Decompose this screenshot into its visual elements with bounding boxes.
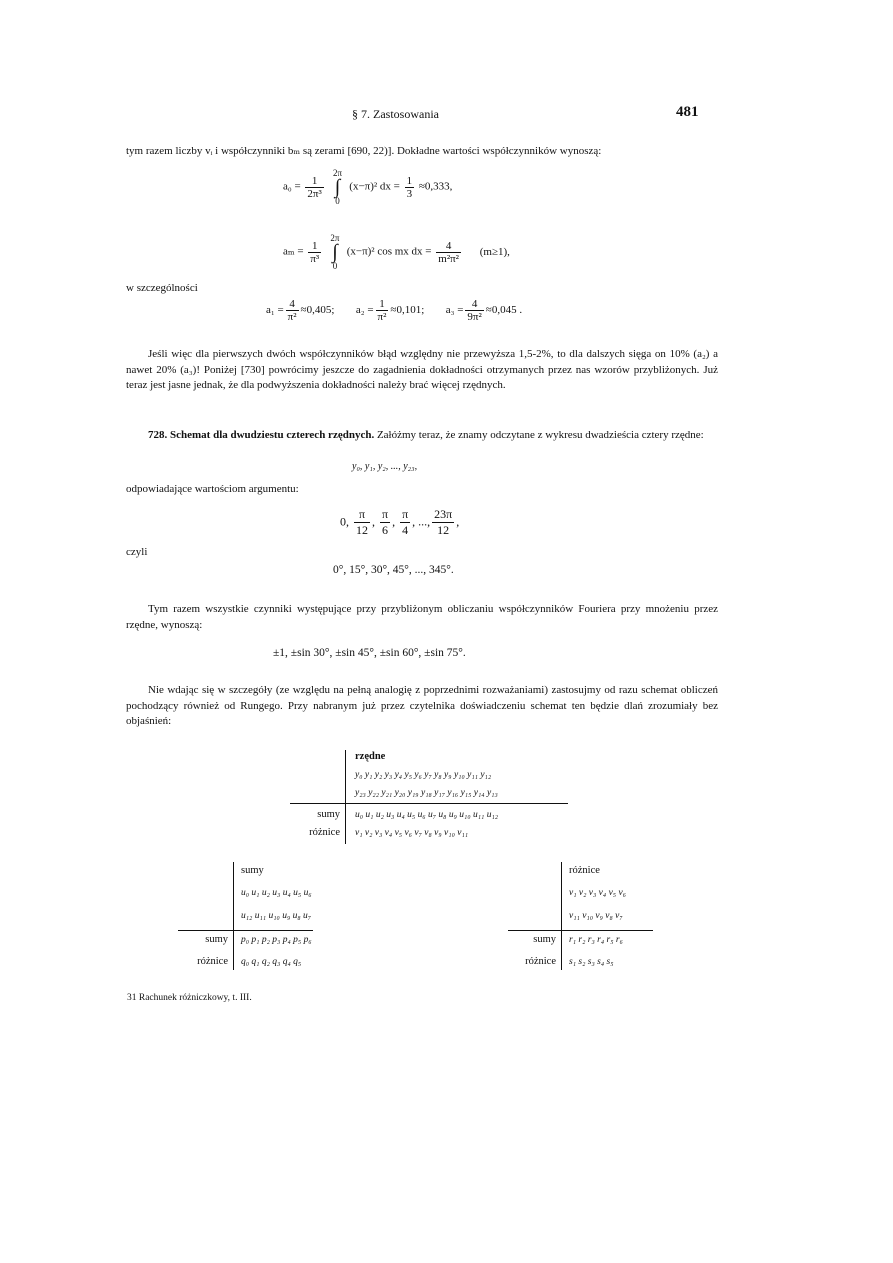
scheme-top-row2: y₂₃ y₂₂ y₂₁ y₂₀ y₁₉ y₁₈ y₁₇ y₁₆ y₁₅ y₁₄ y₁₃ bbox=[355, 788, 498, 798]
scheme-top-hline bbox=[290, 803, 568, 804]
scheme-left-title: sumy bbox=[241, 865, 264, 876]
scheme-right-hline bbox=[508, 930, 653, 931]
section-heading: 728. Schemat dla dwudziestu czterech rzędnych. bbox=[148, 429, 375, 441]
a1-lhs: a₁ = bbox=[266, 304, 284, 317]
czyli-label: czyli bbox=[126, 546, 148, 558]
scheme-left-sumy: p₀ p₁ p₂ p₃ p₄ p₅ p₆ bbox=[241, 935, 312, 945]
a3-frac: $\frac{4}{\text{9π²}}$ bbox=[467, 298, 482, 323]
special-label: w szczególności bbox=[126, 282, 198, 294]
running-header: § 7. Zastosowania bbox=[352, 107, 439, 121]
paragraph-728 bbox=[126, 428, 718, 444]
formula-am bbox=[283, 233, 510, 271]
a1-tail: ≈0,405; bbox=[300, 304, 335, 317]
scheme-right-row2: v₁₁ v₁₀ v₉ v₈ v₇ bbox=[569, 911, 623, 921]
a2-frac: $\frac{1}{\text{π²}}$ bbox=[377, 298, 387, 323]
am-tail: (m≥1), bbox=[479, 245, 510, 258]
a2-lhs: a₂ = bbox=[355, 304, 374, 317]
am-lhs: aₘ = bbox=[283, 245, 304, 258]
scheme-left-vline bbox=[233, 862, 234, 970]
arg-frac-2: $\frac{\pi}{6}$ bbox=[382, 507, 389, 537]
ordinates-list: y₀, y₁, y₂, ..., y₂₃, bbox=[352, 461, 418, 472]
scheme-top-roznice: v₁ v₂ v₃ v₄ v₅ v₆ v₇ v₈ v₉ v₁₀ v₁₁ bbox=[355, 828, 469, 838]
paragraph-scheme: Nie wdając się w szczegóły (ze względu na pełną analogię z poprzednimi rozważaniami) zastosujmy od razu schemat obliczeń pochodzący również od Rungego. Przy nabranym już przez czytelnika doświadczeniu schemat ten będzie dlań zrozumiały bez objaśnień: bbox=[126, 684, 718, 727]
scheme-top-sumy-label: sumy bbox=[317, 809, 340, 820]
paragraph-accuracy: Jeśli więc dla pierwszych dwóch współczynników błąd względny nie przewyższa 1,5-2%, to dla dalszych sięga on 10% (a₂) a nawet 20% (a₃)! Poniżej [730] powrócimy jeszcze do zagadnienia dokładności otrzymanych przez nas wzorów przybliżonych. Już teraz jest jasne jednak, że dla podwyższenia dokładności należy brać więcej rzędnych. bbox=[126, 348, 718, 391]
arg-frac-3: $\frac{\pi}{4}$ bbox=[402, 507, 409, 537]
scheme-top-vline bbox=[345, 750, 346, 844]
arg-frac-4: $\frac{23\pi}{12}$ bbox=[434, 507, 453, 537]
arg-dots: ..., bbox=[418, 514, 431, 529]
scheme-left-sumy-label: sumy bbox=[205, 934, 228, 945]
scheme-right-roznice-label: różnice bbox=[525, 956, 556, 967]
a0-integral: 2π ∫ 0 bbox=[333, 168, 343, 206]
a3-lhs: a₃ = bbox=[445, 304, 464, 317]
am-integrand: (x−π)² cos mx dx = bbox=[346, 245, 432, 258]
args-label: odpowiadające wartościom argumentu: bbox=[126, 483, 299, 495]
a0-integrand: (x−π)² dx = bbox=[349, 180, 400, 193]
section-text: Załóżmy teraz, że znamy odczytane z wykresu dwadzieścia cztery rzędne: bbox=[376, 429, 704, 441]
scheme-right-roznice: s₁ s₂ s₃ s₄ s₅ bbox=[569, 957, 614, 967]
scheme-left-roznice-label: różnice bbox=[197, 956, 228, 967]
a0-lhs: a₀ = bbox=[283, 180, 301, 193]
a3-tail: ≈0,045 . bbox=[485, 304, 523, 317]
a2-tail: ≈0,101; bbox=[390, 304, 425, 317]
scheme-left-hline bbox=[178, 930, 313, 931]
scheme-right-row1: v₁ v₂ v₃ v₄ v₅ v₆ bbox=[569, 888, 626, 898]
scheme-left-roznice: q₀ q₁ q₂ q₃ q₄ q₅ bbox=[241, 957, 302, 967]
scheme-top-sumy: u₀ u₁ u₂ u₃ u₄ u₅ u₆ u₇ u₈ u₉ u₁₀ u₁₁ u₁₂ bbox=[355, 810, 499, 820]
formula-a1-a3 bbox=[266, 298, 522, 323]
a1-frac: $\frac{4}{\text{π²}}$ bbox=[287, 298, 297, 323]
args-formula: 0, $\frac{\pi}{12}$ , $\frac{\pi}{6}$ , $\frac{\pi}{4}$ , ..., $\frac{23\pi}{12}$ , bbox=[340, 507, 460, 537]
scheme-top-title: rzędne bbox=[355, 751, 386, 762]
scheme-top-row1: y₀ y₁ y₂ y₃ y₄ y₅ y₆ y₇ y₈ y₉ y₁₀ y₁₁ y₁₂ bbox=[355, 770, 492, 780]
scheme-left-row1: u₀ u₁ u₂ u₃ u₄ u₅ u₆ bbox=[241, 888, 312, 898]
footer-signature: 31 Rachunek różniczkowy, t. III. bbox=[127, 993, 252, 1003]
paragraph-factors: Tym razem wszystkie czynniki występujące przy przybliżonym obliczaniu współczynników Fouriera przy mnożeniu przez rzędne, wynoszą: bbox=[126, 603, 718, 631]
formula-a0 bbox=[283, 168, 452, 206]
factors-list: ±1, ±sin 30°, ±sin 45°, ±sin 60°, ±sin 75°. bbox=[273, 647, 466, 659]
a0-tail: ≈0,333, bbox=[418, 180, 453, 193]
am-frac1: $\frac{1}{\text{π³}}$ bbox=[310, 239, 320, 265]
arg-zero: 0, bbox=[340, 514, 349, 529]
degrees-list: 0°, 15°, 30°, 45°, ..., 345°. bbox=[333, 564, 454, 576]
a0-frac1: $\frac{1}{\text{2π³}}$ bbox=[307, 174, 322, 200]
intro-paragraph: tym razem liczby vᵢ i współczynniki bₘ są zerami [690, 22)]. Dokładne wartości współczynników wynoszą: bbox=[126, 145, 602, 157]
scheme-right-sumy-label: sumy bbox=[533, 934, 556, 945]
scheme-right-title: różnice bbox=[569, 865, 600, 876]
a0-frac2: $\frac{1}{3}$ bbox=[406, 174, 413, 200]
scheme-right-sumy: r₁ r₂ r₃ r₄ r₅ r₆ bbox=[569, 935, 623, 945]
page-number: 481 bbox=[676, 104, 699, 120]
arg-frac-1: $\frac{\pi}{12}$ bbox=[356, 507, 368, 537]
scheme-left-row2: u₁₂ u₁₁ u₁₀ u₉ u₈ u₇ bbox=[241, 911, 312, 921]
am-integral: 2π ∫ 0 bbox=[330, 233, 340, 271]
scheme-right-vline bbox=[561, 862, 562, 970]
am-frac2: $\frac{4}{\text{m²π²}}$ bbox=[438, 239, 459, 265]
scheme-top-roznice-label: różnice bbox=[309, 827, 340, 838]
